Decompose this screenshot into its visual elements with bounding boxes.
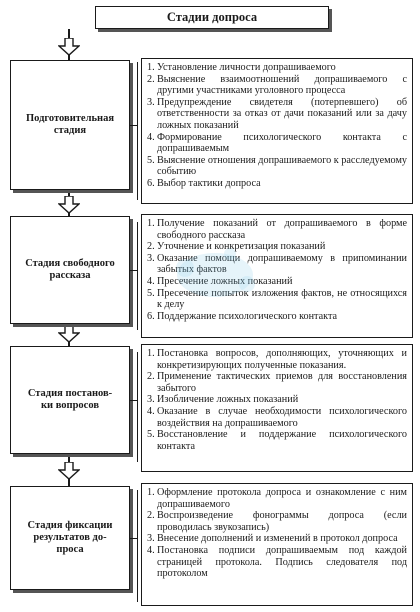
list-item: 2. Применение тактических приемов для восстановления забытого — [147, 371, 407, 394]
stage-label: Подготовительная стадия — [25, 113, 114, 136]
down-arrow-icon — [58, 196, 80, 214]
list-item: 1. Оформление протокола допроса и ознакомление с ним допрашиваемого — [147, 487, 407, 510]
list-item: 6. Поддержание психологического контакта — [147, 310, 338, 322]
list-item: 2. Выяснение взаимоотношений допрашиваемого с другими участниками уголовного процесса — [147, 73, 407, 97]
list-item: 3. Предупреждение свидетеля (потерпевшего) об ответственности за отказ от дачи показаний или за дачу ложных показаний — [147, 96, 407, 131]
list-item: 1. Получение показаний от допрашиваемого в форме свободного рассказа — [147, 218, 407, 241]
list-item: 1. Установление личности допрашиваемого — [147, 62, 336, 73]
list-item: 3. Внесение дополнений и изменений в протокол допроса — [147, 533, 398, 545]
list-item: 3. Изобличение ложных показаний — [147, 394, 299, 406]
list-item: 6. Выбор тактики допроса — [147, 177, 261, 189]
list-item: 5. Выяснение отношения допрашиваемого к расследуемому событию — [147, 154, 407, 178]
list-item: 5. Восстановление и поддержание психологического контакта — [147, 429, 407, 452]
stage-1-steps — [141, 58, 413, 204]
watermark-splash-icon — [155, 240, 275, 310]
stage-questioning — [10, 346, 130, 454]
stage-recording-results — [10, 486, 130, 590]
stage-bracket — [137, 222, 138, 330]
stage-4-steps — [141, 483, 413, 606]
stage-bracket — [137, 490, 138, 602]
list-item: 4. Формирование психологического контакта с допрашиваемым — [147, 131, 407, 155]
list-item: 2. Воспроизведение фонограммы допроса (если проводилась звукозапись) — [147, 510, 407, 533]
stage-bracket — [137, 352, 138, 462]
stage-free-narrative — [10, 216, 130, 324]
down-arrow-icon — [58, 38, 80, 56]
list-item: 4. Постановка подписи допрашиваемым под каждой страницей протокола. Подпись следователя под протоколом — [147, 544, 407, 580]
stage-bracket — [137, 62, 138, 200]
stage-label: Стадия постанов- ки вопросов — [27, 388, 113, 411]
stage-label: Стадия фиксации результатов до- проса — [27, 520, 113, 555]
list-item: 4. Оказание в случае необходимости психологического воздействия на допрашиваемого — [147, 405, 407, 429]
stage-preparatory — [10, 60, 130, 190]
list-item: 2. Уточнение и конкретизация показаний — [147, 241, 326, 253]
stage-label: Стадия свободного рассказа — [25, 258, 115, 281]
stage-3-steps — [141, 344, 413, 472]
down-arrow-icon — [58, 325, 80, 343]
diagram-title: Стадии допроса — [95, 6, 329, 29]
list-item: 1. Постановка вопросов, дополняющих, уточняющих и конкретизирующих полученные показания. — [147, 348, 407, 371]
list-item: 5. Пресечение попыток изложения фактов, не относящихся к делу — [147, 287, 407, 311]
down-arrow-icon — [58, 462, 80, 480]
list-item: 4. Пресечение ложных показаний — [147, 275, 293, 287]
list-item: 3. Оказание помощи допрашиваемому в припоминании забытых фактов — [147, 252, 407, 276]
